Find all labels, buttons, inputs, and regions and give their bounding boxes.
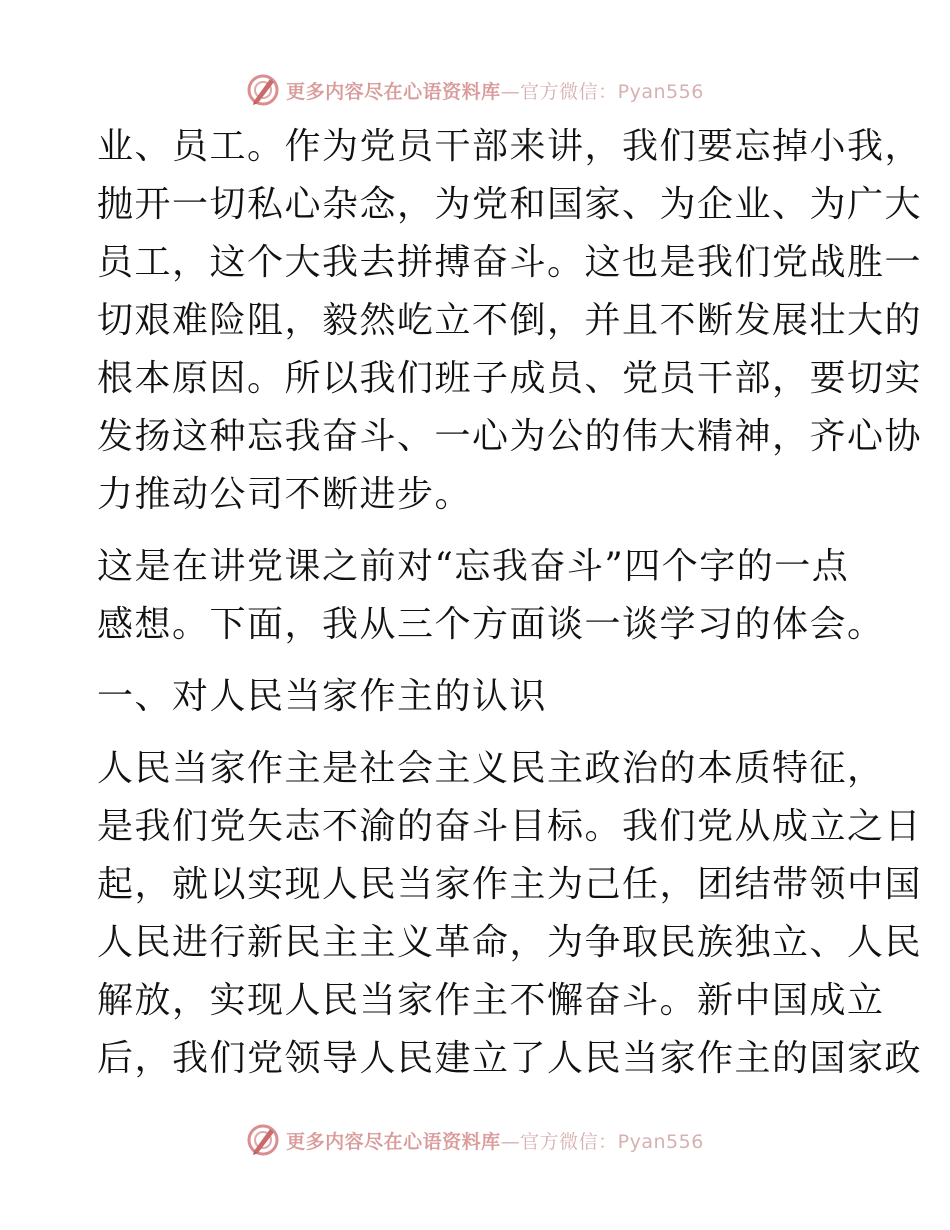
pen-logo-icon: [246, 1123, 280, 1157]
paragraph-1: [97, 118, 923, 524]
paragraph-gap: [97, 654, 857, 668]
watermark-sub: —官方微信：Pyan556: [500, 1130, 704, 1153]
text-line: 解放，实现人民当家作主不懈奋斗。新中国成立: [97, 980, 885, 1021]
paragraph-3: [97, 740, 923, 1088]
watermark-text: [286, 77, 704, 104]
text-line: 根本原因。所以我们班子成员、党员干部，要切实: [97, 358, 923, 399]
text-line: 发扬这种忘我奋斗、一心为公的伟大精神，齐心协: [97, 416, 923, 457]
text-line: 这是在讲党课之前对“忘我奋斗”四个字的一点: [97, 546, 850, 587]
text-line: 人民当家作主是社会主义民主政治的本质特征，: [97, 748, 885, 789]
paragraph-gap: [97, 726, 857, 740]
header-watermark: [0, 70, 950, 110]
watermark-text: [286, 1127, 704, 1154]
text-line: 切艰难险阻，毅然屹立不倒，并且不断发展壮大的: [97, 300, 923, 341]
document-body: [97, 118, 923, 1088]
text-line: 业、员工。作为党员干部来讲，我们要忘掉小我，: [97, 126, 923, 167]
text-line: 抛开一切私心杂念，为党和国家、为企业、为广大: [97, 184, 923, 225]
paragraph-gap: [97, 524, 857, 538]
watermark-sub: —官方微信：Pyan556: [500, 80, 704, 103]
text-line: 力推动公司不断进步。: [97, 474, 473, 515]
text-line: 员工，这个大我去拼搏奋斗。这也是我们党战胜一: [97, 242, 923, 283]
text-line: 人民进行新民主主义革命，为争取民族独立、人民: [97, 922, 923, 963]
footer-watermark: [0, 1120, 950, 1160]
paragraph-2: [97, 538, 885, 654]
text-line: 感想。下面，我从三个方面谈一谈学习的体会。: [97, 604, 885, 645]
text-line: 是我们党矢志不渝的奋斗目标。我们党从成立之日: [97, 806, 923, 847]
section-heading: [97, 668, 857, 726]
text-line: 起，就以实现人民当家作主为己任，团结带领中国: [97, 864, 923, 905]
pen-logo-icon: [246, 73, 280, 107]
watermark-main: 更多内容尽在心语资料库: [286, 80, 501, 103]
watermark-main: 更多内容尽在心语资料库: [286, 1130, 501, 1153]
heading-line: 一、对人民当家作主的认识: [97, 676, 548, 717]
text-line: 后，我们党领导人民建立了人民当家作主的国家政: [97, 1038, 923, 1079]
